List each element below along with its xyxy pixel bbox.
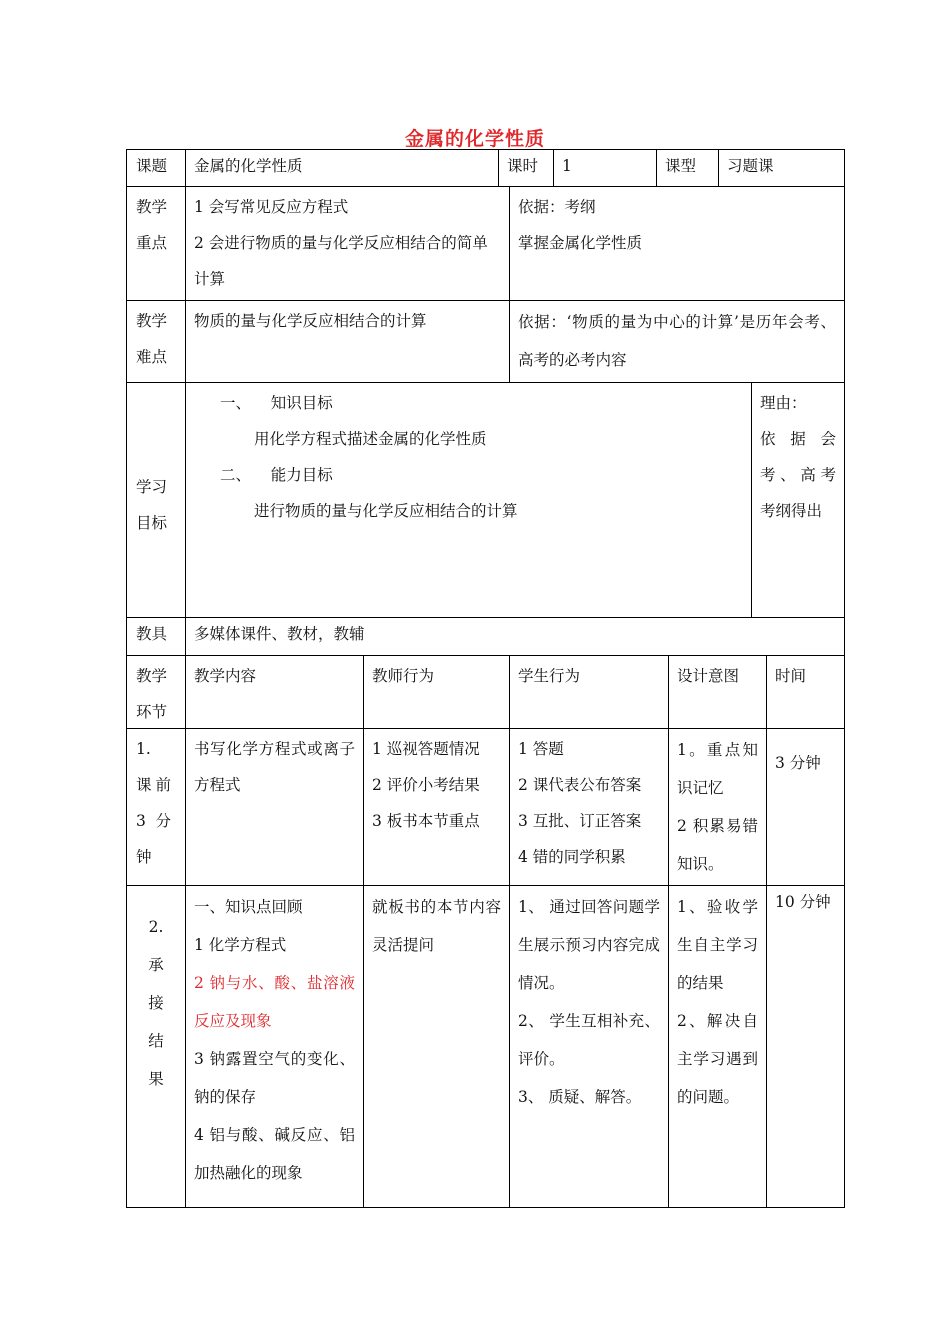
difficulties-label-cell: [126, 300, 186, 383]
ability-goal-heading: 二、 能力目标: [220, 466, 333, 484]
row2-student-cell: [509, 885, 669, 1208]
key-point-2: 2 会进行物质的量与化学反应相结合的简单计算: [194, 234, 488, 288]
row2-time-cell: [766, 885, 845, 1208]
header-stage: 教学环节: [136, 667, 168, 721]
header-stage-cell: [126, 655, 186, 729]
period-value-cell: [553, 149, 657, 187]
period-label-cell: [498, 149, 554, 187]
knowledge-goal-heading: 一、 知识目标: [220, 394, 333, 412]
row2-content-2: 1 化学方程式: [194, 936, 287, 954]
row2-teacher-cell: [363, 885, 510, 1208]
header-teacher-cell: [363, 655, 510, 729]
row2-design-1: 1、验收学生自主学习的结果: [677, 898, 758, 992]
goals-label-cell: [126, 382, 186, 618]
goals-label: 学习目标: [136, 478, 168, 532]
difficulties-basis: 依据：‘物质的量为中心的计算’是历年会考、高考的必考内容: [518, 313, 836, 369]
row1-time: 3 分钟: [775, 754, 821, 772]
row1-content: 书写化学方程式或离子方程式: [194, 740, 355, 794]
header-student: 学生行为: [518, 667, 581, 685]
ability-goal-text: 进行物质的量与化学反应相结合的计算: [254, 502, 518, 520]
row1-teacher-2: 2 评价小考结果: [372, 776, 480, 794]
topic-value: 金属的化学性质: [194, 157, 303, 175]
row2-design-cell: [668, 885, 767, 1208]
key-points-basis-cell: [509, 186, 845, 301]
key-points-basis-1: 依据：考纲: [518, 198, 596, 216]
row1-student-1: 1 答题: [518, 740, 564, 758]
key-points-content-cell: [185, 186, 510, 301]
row1-content-cell: [185, 728, 364, 886]
topic-label-cell: [126, 149, 186, 187]
tools-value: 多媒体课件、教材，教辅: [194, 625, 365, 643]
tools-label-cell: [126, 617, 186, 656]
row2-stage: 2.承接结果: [148, 918, 164, 1088]
row1-design-2: 2 积累易错知识。: [677, 817, 758, 873]
row2-content-cell: [185, 885, 364, 1208]
period-label: 课时: [507, 157, 539, 175]
row1-teacher-3: 3 板书本节重点: [372, 812, 480, 830]
row2-content-3: 2 钠与水、酸、盐溶液反应及现象: [194, 974, 355, 1030]
header-time-cell: [766, 655, 845, 729]
header-teacher: 教师行为: [372, 667, 435, 685]
row1-student-cell: [509, 728, 669, 886]
type-label-cell: [656, 149, 719, 187]
row1-time-cell: [766, 728, 845, 886]
key-points-basis-2: 掌握金属化学性质: [518, 234, 643, 252]
row2-time: 10 分钟: [775, 893, 831, 911]
row2-stage-cell: [126, 885, 186, 1208]
header-design-cell: [668, 655, 767, 729]
row1-student-3: 3 互批、订正答案: [518, 812, 642, 830]
key-points-label: 教学重点: [136, 198, 168, 252]
goals-reason-cell: [751, 382, 845, 618]
row1-stage: 1. 课前 3 分钟: [136, 740, 171, 866]
difficulties-content-cell: [185, 300, 510, 383]
difficulties-content: 物质的量与化学反应相结合的计算: [194, 312, 427, 330]
tools-value-cell: [185, 617, 845, 656]
header-content-cell: [185, 655, 364, 729]
topic-value-cell: [185, 149, 499, 187]
type-label: 课型: [665, 157, 697, 175]
row1-design-cell: [668, 728, 767, 886]
header-student-cell: [509, 655, 669, 729]
type-value-cell: [718, 149, 845, 187]
difficulties-basis-cell: [509, 300, 845, 383]
key-point-1: 1 会写常见反应方程式: [194, 198, 349, 216]
topic-label: 课题: [136, 157, 168, 175]
header-design: 设计意图: [677, 667, 740, 685]
row1-stage-cell: [126, 728, 186, 886]
tools-label: 教具: [136, 625, 168, 643]
row2-content-4: 3 钠露置空气的变化、钠的保存: [194, 1050, 355, 1106]
header-content: 教学内容: [194, 667, 257, 685]
document-title: 金属的化学性质: [404, 128, 545, 150]
row1-design-1: 1。重点知识记忆: [677, 741, 758, 797]
header-time: 时间: [775, 667, 807, 685]
knowledge-goal-text: 用化学方程式描述金属的化学性质: [254, 430, 487, 448]
row2-student-3: 3、 质疑、解答。: [518, 1088, 642, 1106]
type-value: 习题课: [727, 157, 774, 175]
goals-content-cell: [185, 382, 752, 618]
row2-content-1: 一、知识点回顾: [194, 898, 303, 916]
row1-teacher-cell: [363, 728, 510, 886]
row1-student-4: 4 错的同学积累: [518, 848, 626, 866]
row2-student-2: 2、 学生互相补充、评价。: [518, 1012, 660, 1068]
goals-reason-text: 依据会考、高考考纲得出: [760, 430, 836, 520]
row2-content-5: 4 铝与酸、碱反应、铝加热融化的现象: [194, 1126, 355, 1182]
row2-design-2: 2、解决自主学习遇到的问题。: [677, 1012, 758, 1106]
goals-reason-label: 理由：: [760, 394, 807, 412]
key-points-label-cell: [126, 186, 186, 301]
row1-teacher-1: 1 巡视答题情况: [372, 740, 480, 758]
row1-student-2: 2 课代表公布答案: [518, 776, 642, 794]
row2-student-1: 1、 通过回答问题学生展示预习内容完成情况。: [518, 898, 660, 992]
row2-teacher: 就板书的本节内容灵活提问: [372, 898, 501, 954]
period-value: 1: [562, 157, 572, 175]
difficulties-label: 教学难点: [136, 312, 168, 366]
